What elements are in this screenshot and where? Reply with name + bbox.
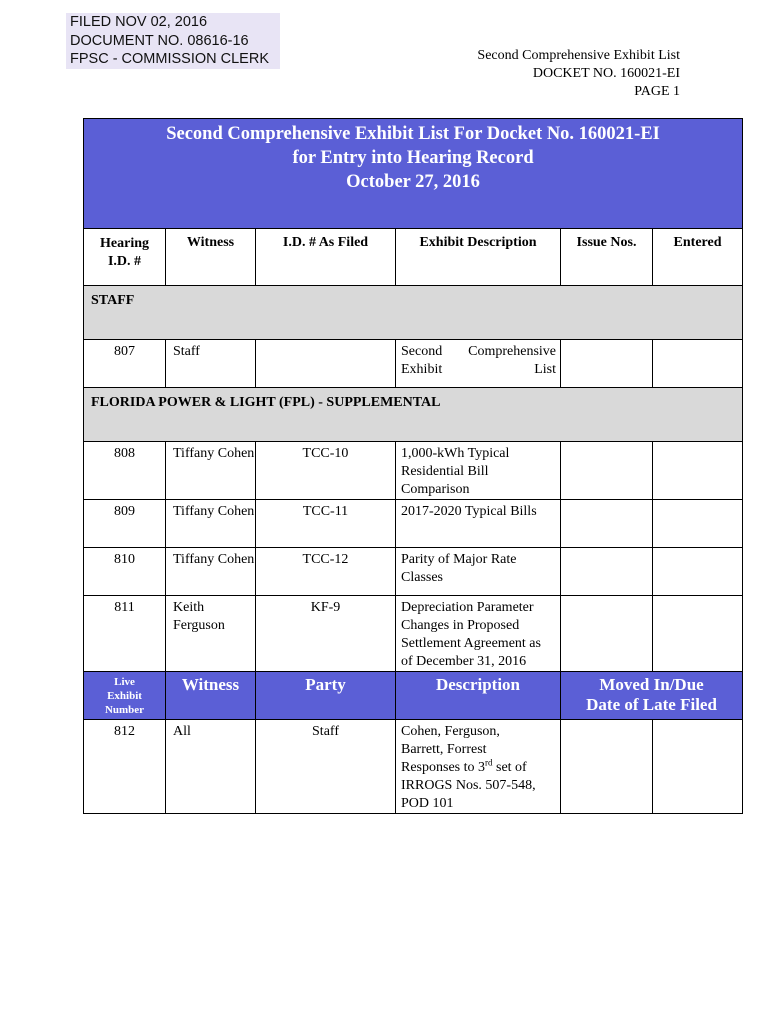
witness: Keith Ferguson	[166, 596, 256, 672]
section-label: FLORIDA POWER & LIGHT (FPL) - SUPPLEMENTAL	[84, 388, 743, 442]
header-docket: DOCKET NO. 160021-EI	[532, 66, 680, 81]
hearing-id: 810	[84, 548, 166, 596]
exhibit-table	[83, 118, 743, 814]
hearing-id: 811	[84, 596, 166, 672]
witness: Tiffany Cohen	[166, 442, 256, 500]
exhibit-description: Second Comprehensive Exhibit List	[396, 340, 561, 388]
table-row	[84, 596, 743, 672]
id-as-filed: TCC-11	[256, 500, 396, 548]
witness: Tiffany Cohen	[166, 548, 256, 596]
live-exhibit-number: 812	[84, 720, 166, 814]
col-hearing-id	[84, 229, 166, 286]
desc-line	[401, 759, 556, 777]
header-list-title: Second Comprehensive Exhibit List	[477, 48, 680, 63]
hearing-id: 809	[84, 500, 166, 548]
stamp-document-number: DOCUMENT NO. 08616-16	[70, 32, 249, 49]
table-row	[84, 500, 743, 548]
table-row	[84, 340, 743, 388]
col-live-description: Description	[396, 672, 561, 720]
stamp-clerk: FPSC - COMMISSION CLERK	[70, 51, 269, 67]
col-hearing-id-line1: Hearing	[100, 236, 149, 251]
col-live-moved-in	[561, 672, 743, 720]
col-live-line2: Exhibit	[107, 690, 142, 702]
col-entered: Entered	[653, 229, 743, 286]
entered	[653, 500, 743, 548]
desc-text: set of	[492, 760, 527, 775]
table-row	[84, 720, 743, 814]
entered	[653, 442, 743, 500]
table-title	[84, 119, 743, 229]
live-exhibit-header-row	[84, 672, 743, 720]
title-line-3: October 27, 2016	[346, 172, 480, 192]
col-live-exhibit-number	[84, 672, 166, 720]
entered	[653, 340, 743, 388]
table-row	[84, 442, 743, 500]
party: Staff	[256, 720, 396, 814]
exhibit-description: Parity of Major Rate Classes	[396, 548, 561, 596]
col-issue-nos: Issue Nos.	[561, 229, 653, 286]
col-live-party: Party	[256, 672, 396, 720]
id-as-filed: TCC-12	[256, 548, 396, 596]
exhibit-description	[396, 720, 561, 814]
issue-nos	[561, 500, 653, 548]
col-live-line1: Live	[114, 676, 135, 688]
hearing-id: 807	[84, 340, 166, 388]
ordinal-suffix: rd	[485, 757, 493, 768]
col-moved-line1: Moved In/Due	[599, 675, 704, 694]
col-witness: Witness	[166, 229, 256, 286]
col-exhibit-description: Exhibit Description	[396, 229, 561, 286]
section-label: STAFF	[84, 286, 743, 340]
id-as-filed: TCC-10	[256, 442, 396, 500]
col-moved-line2: Date of Late Filed	[586, 695, 717, 714]
late-filed-date	[653, 720, 743, 814]
table-row	[84, 548, 743, 596]
witness: Tiffany Cohen	[166, 500, 256, 548]
witness: All	[166, 720, 256, 814]
section-row-fpl	[84, 388, 743, 442]
filing-stamp	[66, 13, 280, 69]
desc-line: POD 101	[401, 796, 454, 811]
desc-text: Responses to 3	[401, 760, 485, 775]
issue-nos	[561, 442, 653, 500]
issue-nos	[561, 596, 653, 672]
hearing-id: 808	[84, 442, 166, 500]
desc-line: IRROGS Nos. 507-548,	[401, 778, 536, 793]
col-hearing-id-line2: I.D. #	[107, 254, 142, 269]
id-as-filed: KF-9	[256, 596, 396, 672]
issue-nos	[561, 340, 653, 388]
entered	[653, 548, 743, 596]
col-live-line3: Number	[104, 704, 145, 716]
moved-in	[561, 720, 653, 814]
section-row-staff	[84, 286, 743, 340]
desc-line: Cohen, Ferguson,	[401, 724, 500, 739]
col-live-witness: Witness	[166, 672, 256, 720]
page-header	[477, 47, 680, 101]
exhibit-description: 1,000-kWh Typical Residential Bill Comparison	[396, 442, 561, 500]
title-line-1: Second Comprehensive Exhibit List For Docket No. 160021-EI	[166, 124, 660, 144]
stamp-filed-date: FILED NOV 02, 2016	[70, 14, 208, 30]
id-as-filed	[256, 340, 396, 388]
exhibit-description: 2017-2020 Typical Bills	[396, 500, 561, 548]
title-line-2: for Entry into Hearing Record	[292, 148, 534, 168]
issue-nos	[561, 548, 653, 596]
witness: Staff	[166, 340, 256, 388]
exhibit-description: Depreciation Parameter Changes in Proposed Settlement Agreement as of December 31, 2016	[396, 596, 561, 672]
header-page: PAGE 1	[634, 84, 680, 99]
column-header-row	[84, 229, 743, 286]
desc-line: Barrett, Forrest	[401, 742, 487, 757]
entered	[653, 596, 743, 672]
col-id-as-filed: I.D. # As Filed	[256, 229, 396, 286]
